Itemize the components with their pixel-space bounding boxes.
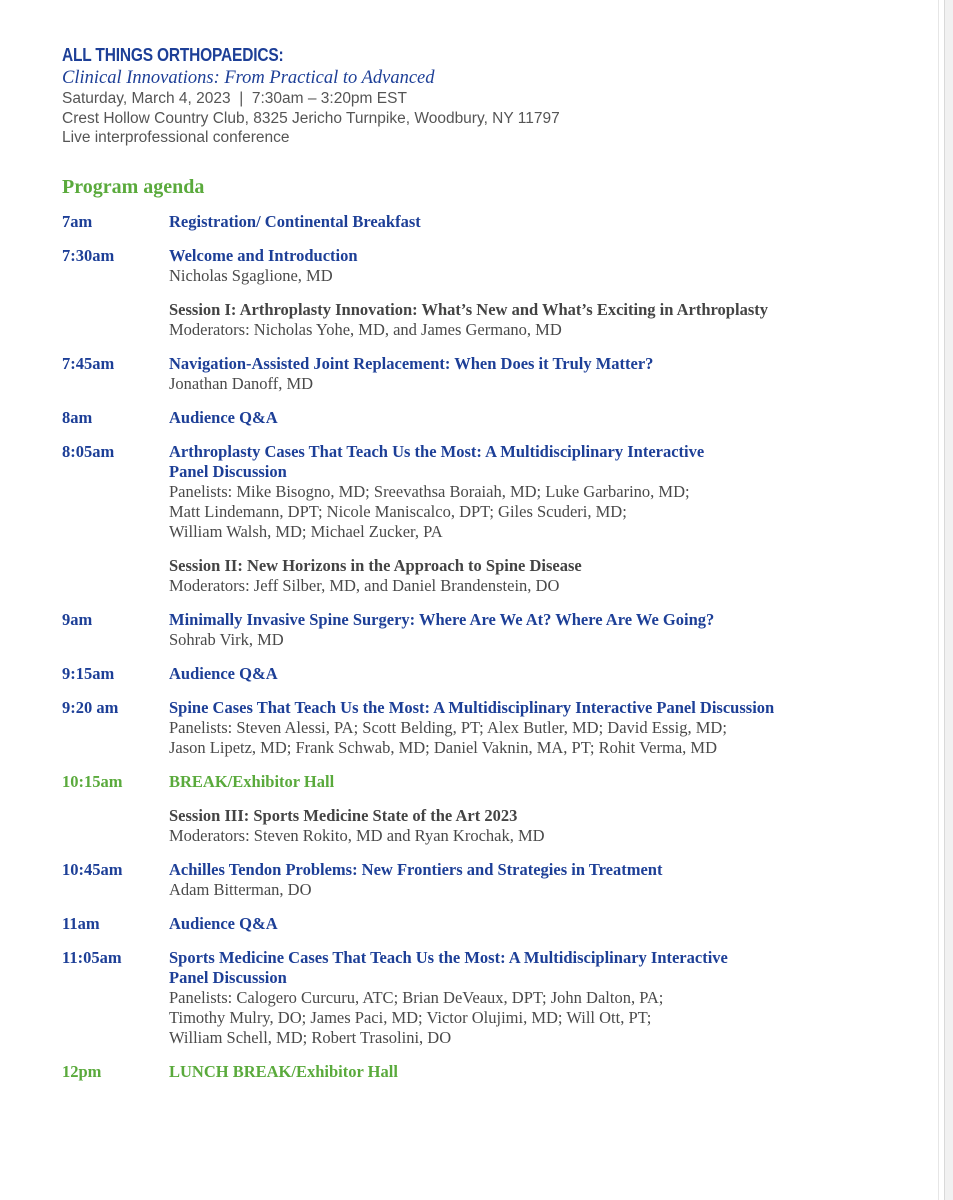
agenda-item-panelists: Jason Lipetz, MD; Frank Schwab, MD; Daniel Vaknin, MA, PT; Rohit Verma, MD: [169, 738, 717, 757]
agenda-content: [169, 772, 922, 792]
agenda-item-title: Audience Q&A: [169, 408, 278, 427]
agenda-row-break: [62, 772, 922, 792]
agenda-item-title: Welcome and Introduction: [169, 246, 358, 265]
agenda-item-title: Navigation-Assisted Joint Replacement: When Does it Truly Matter?: [169, 354, 654, 373]
agenda-item-speaker: Sohrab Virk, MD: [169, 630, 284, 649]
session-title: Session III: Sports Medicine State of the Art 2023: [169, 806, 518, 825]
agenda-content: [169, 212, 922, 232]
agenda-row: [62, 860, 922, 900]
format-line: Live interprofessional conference: [62, 129, 290, 146]
agenda-content: [169, 698, 922, 758]
agenda-row: [62, 246, 922, 286]
venue-line: Crest Hollow Country Club, 8325 Jericho Turnpike, Woodbury, NY 11797: [62, 109, 560, 127]
session-title: Session I: Arthroplasty Innovation: What’s New and What’s Exciting in Arthroplasty: [169, 300, 768, 319]
agenda-item-title: Minimally Invasive Spine Surgery: Where Are We At? Where Are We Going?: [169, 610, 715, 629]
session-row: [62, 806, 922, 846]
agenda-content: [169, 914, 922, 934]
agenda-item-title: Audience Q&A: [169, 914, 278, 933]
agenda-row: [62, 408, 922, 428]
agenda-row: [62, 914, 922, 934]
agenda-row: [62, 610, 922, 650]
agenda-time: 9:15am: [62, 664, 115, 683]
agenda-content: [169, 408, 922, 428]
agenda-item-panelists: Panelists: Calogero Curcuru, ATC; Brian DeVeaux, DPT; John Dalton, PA;: [169, 988, 664, 1007]
agenda-time: 12pm: [62, 1062, 102, 1081]
agenda-item-title: Spine Cases That Teach Us the Most: A Multidisciplinary Interactive Panel Discussion: [169, 698, 775, 717]
agenda-row: [62, 698, 922, 758]
session-row: [62, 556, 922, 596]
agenda-item-panelists: William Schell, MD; Robert Trasolini, DO: [169, 1028, 452, 1047]
agenda-item-panelists: William Walsh, MD; Michael Zucker, PA: [169, 522, 443, 541]
agenda-content: [169, 246, 922, 286]
agenda-content: [169, 1062, 922, 1082]
agenda-row: [62, 212, 922, 232]
agenda-content: [169, 442, 922, 542]
session-title: Session II: New Horizons in the Approach to Spine Disease: [169, 556, 582, 575]
agenda-item-panelists: Timothy Mulry, DO; James Paci, MD; Victor Olujimi, MD; Will Ott, PT;: [169, 1008, 652, 1027]
agenda-item-title: Registration/ Continental Breakfast: [169, 212, 421, 231]
document-header: [62, 44, 922, 148]
page-edge-line: [938, 0, 939, 1200]
agenda-time: 10:45am: [62, 860, 123, 879]
agenda-time: 8:05am: [62, 442, 115, 461]
agenda-list: [62, 212, 922, 1082]
agenda-row: [62, 948, 922, 1048]
agenda-item-title: Sports Medicine Cases That Teach Us the Most: A Multidisciplinary Interactive: [169, 948, 728, 967]
agenda-item-title: Panel Discussion: [169, 968, 287, 987]
agenda-time: 11am: [62, 914, 100, 933]
agenda-item-speaker: Jonathan Danoff, MD: [169, 374, 314, 393]
session-content: [169, 556, 922, 596]
agenda-item-title: LUNCH BREAK/Exhibitor Hall: [169, 1062, 398, 1081]
agenda-item-title: Achilles Tendon Problems: New Frontiers and Strategies in Treatment: [169, 860, 663, 879]
agenda-row: [62, 442, 922, 542]
conference-subtitle: Clinical Innovations: From Practical to Advanced: [62, 68, 435, 88]
agenda-time: 7:30am: [62, 246, 115, 265]
agenda-row: [62, 354, 922, 394]
agenda-content: [169, 948, 922, 1048]
session-content: [169, 300, 922, 340]
session-moderators: Moderators: Nicholas Yohe, MD, and James Germano, MD: [169, 320, 562, 339]
agenda-time: 7am: [62, 212, 93, 231]
page-edge: [944, 0, 953, 1200]
agenda-content: [169, 664, 922, 684]
agenda-content: [169, 860, 922, 900]
agenda-time: 9am: [62, 610, 93, 629]
agenda-time: 9:20 am: [62, 698, 119, 717]
session-moderators: Moderators: Steven Rokito, MD and Ryan Krochak, MD: [169, 826, 545, 845]
agenda-item-title: Panel Discussion: [169, 462, 287, 481]
agenda-item-panelists: Panelists: Mike Bisogno, MD; Sreevathsa Boraiah, MD; Luke Garbarino, MD;: [169, 482, 690, 501]
agenda-item-speaker: Nicholas Sgaglione, MD: [169, 266, 333, 285]
agenda-content: [169, 354, 922, 394]
agenda-time: 8am: [62, 408, 93, 427]
agenda-time: 10:15am: [62, 772, 123, 791]
agenda-item-panelists: Matt Lindemann, DPT; Nicole Maniscalco, DPT; Giles Scuderi, MD;: [169, 502, 627, 521]
agenda-content: [169, 610, 922, 650]
agenda-item-speaker: Adam Bitterman, DO: [169, 880, 312, 899]
agenda-time: 7:45am: [62, 354, 115, 373]
org-title: ALL THINGS ORTHOPAEDICS:: [62, 45, 284, 65]
agenda-time: 11:05am: [62, 948, 122, 967]
agenda-title: Program agenda: [62, 176, 205, 198]
agenda-item-title: Audience Q&A: [169, 664, 278, 683]
session-row: [62, 300, 922, 340]
agenda-row: [62, 664, 922, 684]
session-moderators: Moderators: Jeff Silber, MD, and Daniel Brandenstein, DO: [169, 576, 560, 595]
agenda-item-title: BREAK/Exhibitor Hall: [169, 772, 335, 791]
agenda-row-break: [62, 1062, 922, 1082]
agenda-item-panelists: Panelists: Steven Alessi, PA; Scott Belding, PT; Alex Butler, MD; David Essig, MD;: [169, 718, 727, 737]
agenda-item-title: Arthroplasty Cases That Teach Us the Most: A Multidisciplinary Interactive: [169, 442, 705, 461]
session-content: [169, 806, 922, 846]
date-line: Saturday, March 4, 2023 | 7:30am – 3:20pm EST: [62, 90, 407, 107]
